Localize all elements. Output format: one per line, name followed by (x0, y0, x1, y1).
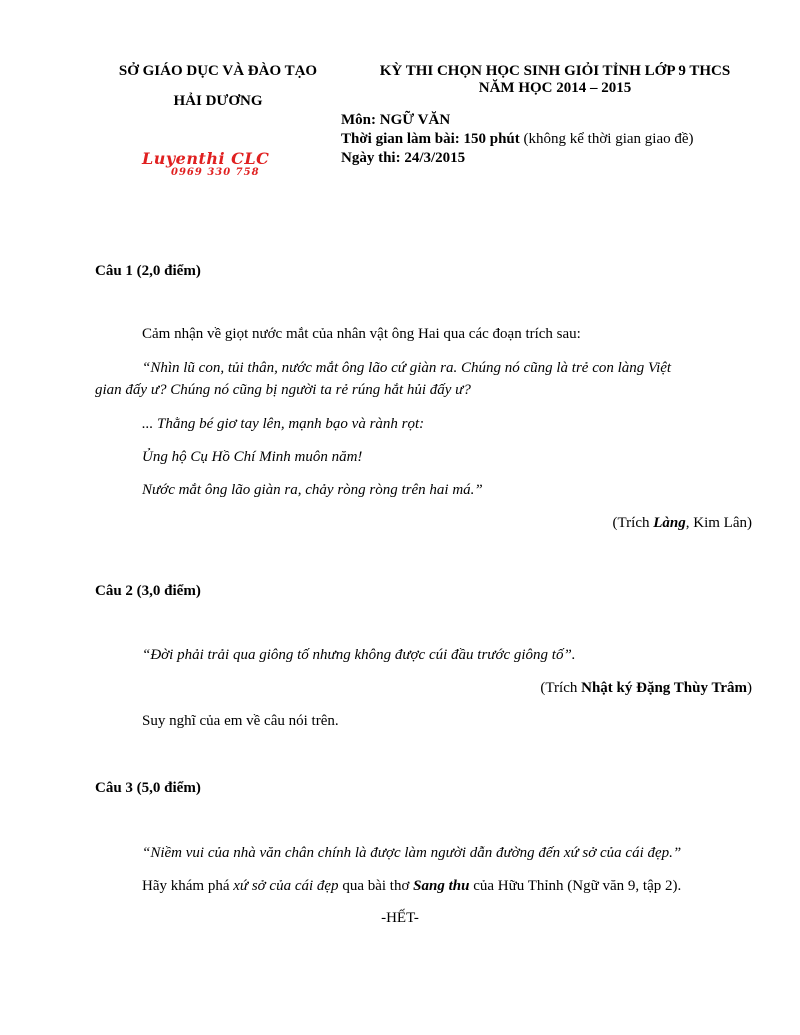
q1-source: (Trích Làng, Kim Lân) (612, 515, 752, 531)
logo-text: Luyenthi CLC (142, 149, 270, 168)
q3-poem-title: Sang thu (413, 878, 470, 894)
exam-date: Ngày thi: 24/3/2015 (341, 150, 466, 166)
duration-label: Thời gian làm bài: 150 phút (341, 131, 520, 147)
q1-quote-line: Nước mắt ông lão giàn ra, chảy ròng ròng trên hai má.” (142, 482, 483, 498)
q3-task: Hãy khám phá xứ sở của cái đẹp qua bài thơ Sang thu của Hữu Thỉnh (Ngữ văn 9, tập 2). (142, 878, 682, 894)
q3-task-emphasis: xứ sở của cái đẹp (233, 878, 339, 894)
q1-prompt: Cảm nhận về giọt nước mắt của nhân vật ông Hai qua các đoạn trích sau: (142, 326, 581, 342)
exam-duration (341, 131, 694, 148)
q1-quote-line: Ủng hộ Cụ Hồ Chí Minh muôn năm! (142, 449, 363, 465)
q2-heading: Câu 2 (3,0 điểm) (95, 583, 201, 599)
q1-quote-line: ... Thằng bé giơ tay lên, mạnh bạo và rành rọt: (142, 416, 425, 432)
duration-note: (không kể thời gian giao đề) (519, 131, 694, 147)
subject: Môn: NGỮ VĂN (341, 112, 451, 128)
q2-source: (Trích Nhật ký Đặng Thùy Trâm) (540, 680, 752, 696)
q2-source-work: Nhật ký Đặng Thùy Trâm (581, 680, 747, 696)
q1-quote-line: gian đấy ư? Chúng nó cũng bị người ta rẻ rúng hắt hủi đấy ư? (95, 382, 471, 398)
q3-quote: “Niềm vui của nhà văn chân chính là được làm người dẫn đường đến xứ sở của cái đẹp.” (142, 845, 682, 861)
logo-phone: 0969 330 758 (171, 167, 260, 178)
q2-task: Suy nghĩ của em về câu nói trên. (142, 713, 339, 729)
end-marker: -HẾT- (381, 910, 419, 926)
exam-title: KỲ THI CHỌN HỌC SINH GIỎI TỈNH LỚP 9 THCS (379, 63, 731, 79)
q1-heading: Câu 1 (2,0 điểm) (95, 263, 201, 279)
q3-heading: Câu 3 (5,0 điểm) (95, 780, 201, 796)
q2-quote: “Đời phải trải qua giông tố nhưng không được cúi đầu trước giông tố”. (142, 647, 576, 663)
department-name: SỞ GIÁO DỤC VÀ ĐÀO TẠO (118, 63, 318, 79)
school-year: NĂM HỌC 2014 – 2015 (478, 80, 632, 96)
q1-quote-line: “Nhìn lũ con, tủi thân, nước mắt ông lão cứ giàn ra. Chúng nó cũng là trẻ con làng Việt (142, 360, 672, 376)
q1-source-work: Làng (653, 515, 686, 531)
province-name: HẢI DƯƠNG (173, 93, 263, 109)
